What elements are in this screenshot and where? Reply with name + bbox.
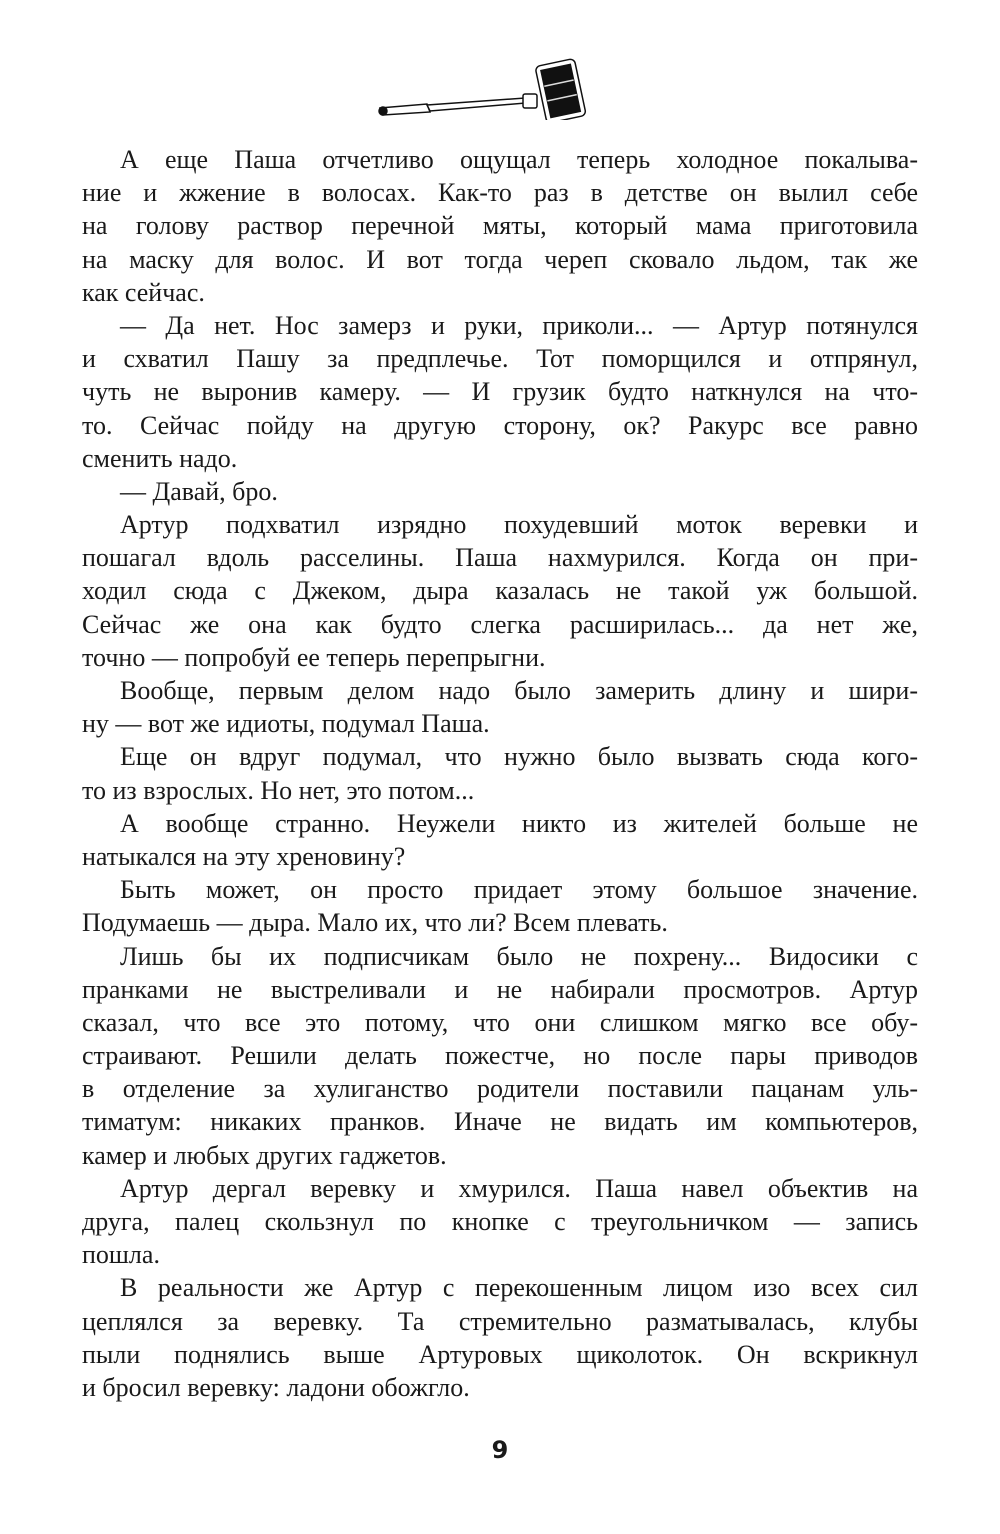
text-line-content: А вообще странно. Неужели никто из жителей больше не	[120, 808, 918, 838]
text-line-content: А еще Паша отчетливо ощущал теперь холодное покалыва-	[120, 145, 918, 174]
text-line	[82, 1338, 918, 1371]
text-line-content: ну — вот же идиоты, подумал Паша.	[82, 709, 490, 739]
text-line-content: Артур подхватил изрядно похудевший моток веревки и	[120, 510, 918, 540]
selfie-stick-icon	[375, 50, 595, 120]
text-line-content: Вообще, первым делом надо было замерить длину и шири-	[120, 676, 918, 705]
text-line-content: Еще он вдруг подумал, что нужно было вызвать сюда кого-	[120, 742, 918, 772]
text-line	[82, 508, 918, 541]
text-line	[82, 973, 918, 1006]
text-line-content: страивают. Решили делать пожестче, но после пары приводов	[82, 1041, 918, 1071]
text-line-content: ние и жжение в волосах. Как-то раз в детстве он вылил себе	[82, 178, 918, 208]
text-line-content: чуть не выронив камеру. — И грузик будто наткнулся на что-	[82, 377, 918, 407]
text-line-content: сменить надо.	[82, 443, 238, 473]
text-line	[82, 1305, 918, 1338]
text-line	[82, 807, 918, 840]
text-line	[82, 342, 918, 375]
text-line	[82, 1172, 918, 1205]
text-line	[82, 1139, 918, 1172]
text-line-content: и бросил веревку: ладони обожгло.	[82, 1372, 470, 1402]
text-line-content: то. Сейчас пойду на другую сторону, ок? Ракурс все равно	[82, 410, 918, 440]
text-line-content: друга, палец скользнул по кнопке с треугольничком — запись	[82, 1207, 918, 1236]
text-line	[82, 574, 918, 607]
text-line	[82, 940, 918, 973]
text-line	[82, 409, 918, 442]
text-line-content: Артур дергал веревку и хмурился. Паша навел объектив на	[120, 1173, 918, 1203]
text-line	[82, 1205, 918, 1238]
text-line	[82, 1271, 918, 1304]
text-line	[82, 707, 918, 740]
text-line-content: Лишь бы их подписчикам было не похрену... Видосики с	[120, 941, 918, 971]
text-line	[82, 442, 918, 475]
text-line	[82, 1072, 918, 1105]
text-line	[82, 674, 918, 707]
page-number: 9	[491, 1436, 509, 1464]
text-line-content: натыкался на эту хреновину?	[82, 841, 406, 871]
text-line-content: Подумаешь — дыра. Мало их, что ли? Всем плевать.	[82, 908, 668, 938]
text-line-content: В реальности же Артур с перекошенным лицом изо всех сил	[120, 1273, 918, 1303]
text-line-content: ходил сюда с Джеком, дыра казалась не такой уж большой.	[82, 576, 918, 606]
text-line	[82, 176, 918, 209]
text-line	[82, 1371, 918, 1404]
text-line	[82, 1039, 918, 1072]
text-line	[82, 1105, 918, 1138]
text-line	[82, 873, 918, 906]
text-line-content: пыли поднялись выше Артуровых щиколоток. Он вскрикнул	[82, 1339, 918, 1369]
text-line-content: то из взрослых. Но нет, это потом...	[82, 775, 475, 805]
text-line-content: и схватил Пашу за предплечье. Тот поморщился и отпрянул,	[82, 344, 918, 374]
text-line-content: Быть может, он просто придает этому большое значение.	[120, 875, 918, 905]
text-line-content: пошагал вдоль расселины. Паша нахмурился. Когда он при-	[82, 543, 918, 573]
text-line	[82, 608, 918, 641]
text-line	[82, 475, 918, 508]
text-line	[82, 375, 918, 408]
text-line	[82, 906, 918, 939]
body-text	[82, 143, 918, 1404]
text-line	[82, 541, 918, 574]
text-line-content: сказал, что все это потому, что они слишком мягко все обу-	[82, 1007, 918, 1037]
text-line	[82, 309, 918, 342]
text-line	[82, 276, 918, 309]
text-line	[82, 774, 918, 807]
text-line-content: точно — попробуй ее теперь перепрыгни.	[82, 642, 546, 672]
text-line-content: в отделение за хулиганство родители поставили пацанам уль-	[82, 1074, 918, 1104]
text-line	[82, 740, 918, 773]
text-line-content: на голову раствор перечной мяты, который мама приготовила	[82, 211, 918, 241]
text-line	[82, 1006, 918, 1039]
text-line-content: — Давай, бро.	[120, 476, 278, 506]
text-line-content: — Да нет. Нос замерз и руки, приколи... — Артур потянулся	[120, 310, 918, 340]
text-line-content: тиматум: никаких пранков. Иначе не видать им компьютеров,	[82, 1107, 918, 1137]
text-line	[82, 1238, 918, 1271]
text-line	[82, 641, 918, 674]
text-line	[82, 840, 918, 873]
text-line-content: на маску для волос. И вот тогда череп сковало льдом, так же	[82, 244, 918, 274]
text-line	[82, 243, 918, 276]
text-line-content: Сейчас же она как будто слегка расширилась... да нет же,	[82, 609, 918, 639]
text-line-content: как сейчас.	[82, 277, 205, 307]
text-line	[82, 209, 918, 242]
text-line-content: камер и любых других гаджетов.	[82, 1140, 447, 1170]
text-line-content: пошла.	[82, 1240, 160, 1270]
text-line-content: цеплялся за веревку. Та стремительно разматывалась, клубы	[82, 1306, 918, 1336]
text-line	[82, 143, 918, 176]
text-line-content: пранками не выстреливали и не набирали просмотров. Артур	[82, 974, 918, 1004]
